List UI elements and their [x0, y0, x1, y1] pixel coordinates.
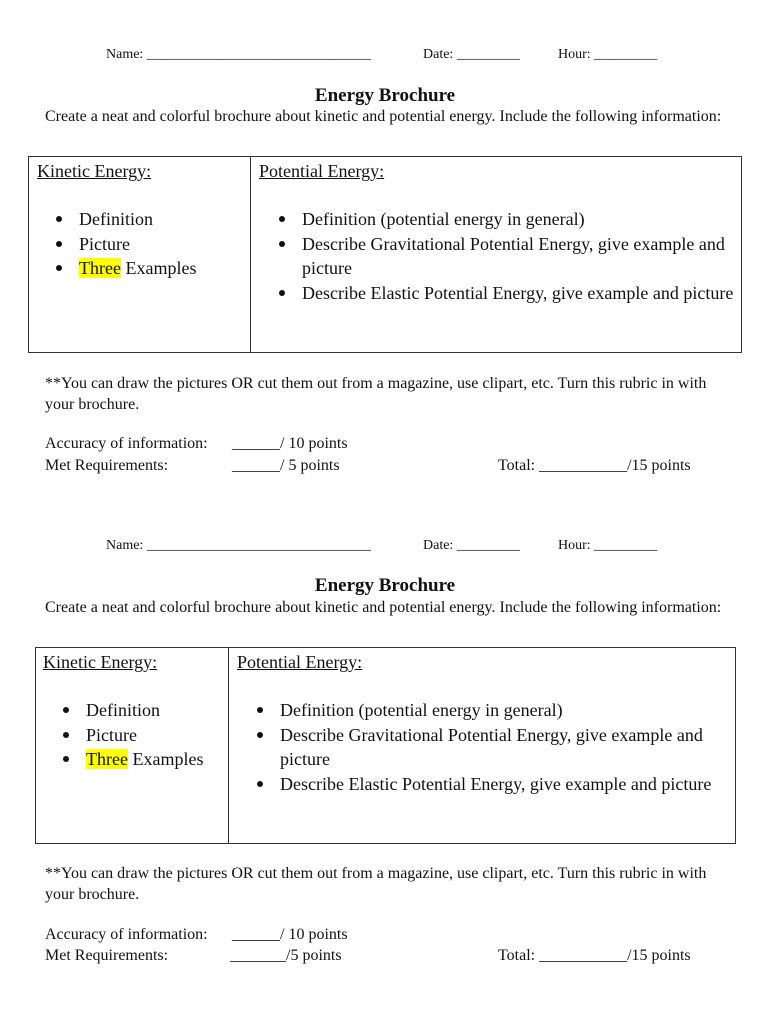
list-item: Definition	[60, 698, 225, 723]
potential-energy-list	[254, 698, 728, 796]
total-points: Total: ___________/15 points	[498, 457, 691, 474]
potential-energy-list	[276, 207, 736, 305]
instructions-note: **You can draw the pictures OR cut them out from a magazine, use clipart, etc. Turn this rubric in with your brochure.	[45, 375, 707, 413]
total-points: Total: ___________/15 points	[498, 947, 691, 964]
kinetic-energy-list	[53, 207, 243, 281]
name-field-label: Name: ________________________________	[106, 538, 371, 553]
potential-energy-heading: Potential Energy:	[237, 652, 363, 672]
page-title: Energy Brochure	[314, 575, 456, 596]
list-item: Describe Gravitational Potential Energy, give example and picture	[276, 232, 736, 281]
list-item: Describe Elastic Potential Energy, give example and picture	[254, 772, 728, 797]
list-item: Definition	[53, 207, 243, 232]
list-item	[53, 256, 243, 281]
page-title: Energy Brochure	[314, 85, 456, 106]
kinetic-energy-heading: Kinetic Energy:	[43, 652, 158, 672]
highlighted-text: Three	[79, 258, 121, 278]
date-field-label: Date: _________	[423, 47, 520, 62]
list-item-text: Examples	[120, 258, 197, 278]
requirements-table	[35, 647, 736, 844]
list-item: Definition (potential energy in general)	[276, 207, 736, 232]
highlighted-text: Three	[86, 749, 128, 769]
list-item: Definition (potential energy in general)	[254, 698, 728, 723]
instructions-note: **You can draw the pictures OR cut them out from a magazine, use clipart, etc. Turn this rubric in with your brochure.	[45, 865, 707, 903]
accuracy-points: ______/ 10 points	[232, 435, 348, 452]
list-item-text: Examples	[127, 749, 204, 769]
name-field-label: Name: ________________________________	[106, 47, 371, 62]
requirements-table	[28, 156, 742, 353]
list-item	[60, 747, 225, 772]
list-item: Picture	[53, 232, 243, 257]
kinetic-energy-heading: Kinetic Energy:	[37, 161, 152, 181]
hour-field-label: Hour: _________	[558, 47, 658, 62]
met-requirements-label: Met Requirements:	[45, 947, 169, 964]
column-divider	[250, 157, 251, 352]
kinetic-energy-list	[60, 698, 225, 772]
list-item: Picture	[60, 723, 225, 748]
accuracy-label: Accuracy of information:	[45, 435, 208, 452]
intro-text: Create a neat and colorful brochure about kinetic and potential energy. Include the following information:	[45, 599, 722, 616]
list-item: Describe Gravitational Potential Energy, give example and picture	[254, 723, 728, 772]
column-divider	[228, 648, 229, 843]
date-field-label: Date: _________	[423, 538, 520, 553]
met-requirements-label: Met Requirements:	[45, 457, 169, 474]
list-item: Describe Elastic Potential Energy, give example and picture	[276, 281, 736, 306]
intro-text: Create a neat and colorful brochure about kinetic and potential energy. Include the following information:	[45, 108, 722, 125]
met-requirements-points: ______/ 5 points	[232, 457, 340, 474]
accuracy-points: ______/ 10 points	[232, 926, 348, 943]
met-requirements-points: _______/5 points	[230, 947, 342, 964]
potential-energy-heading: Potential Energy:	[259, 161, 385, 181]
hour-field-label: Hour: _________	[558, 538, 658, 553]
accuracy-label: Accuracy of information:	[45, 926, 208, 943]
